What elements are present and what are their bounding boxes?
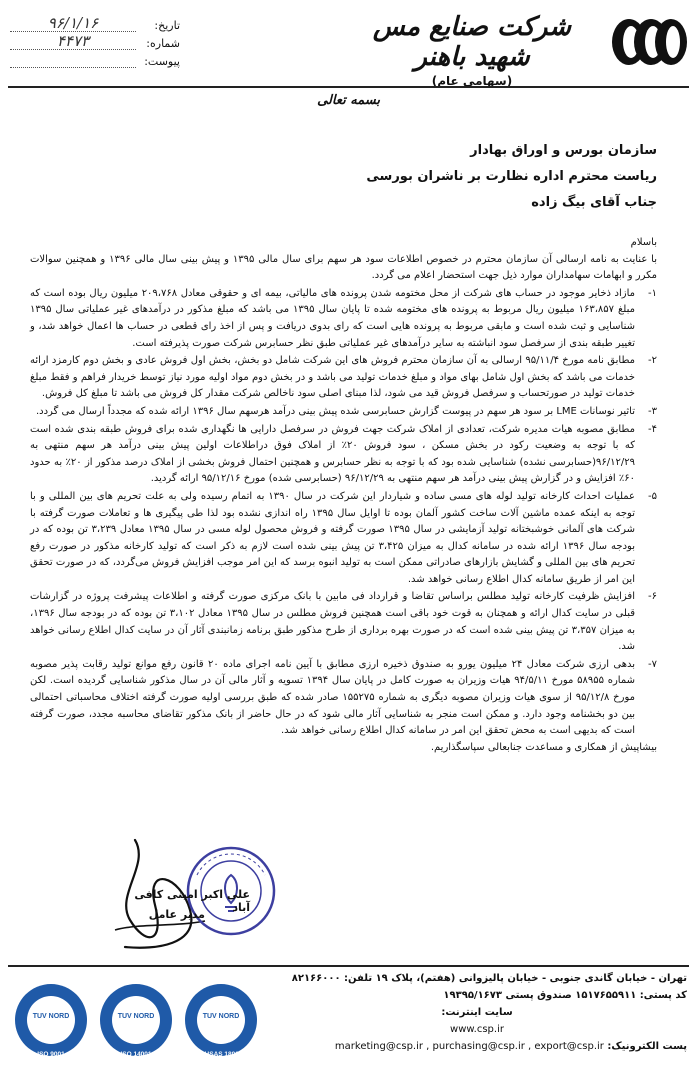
letter-body	[30, 235, 657, 756]
cert-brand: TUV NORD	[202, 1013, 240, 1020]
addressee-block	[57, 138, 657, 216]
cert-standard: ISO 14001	[120, 1051, 152, 1058]
list-item	[30, 404, 657, 421]
greeting: باسلام	[630, 237, 657, 248]
signer-name: علی اکبر امینی کافی آباد	[134, 888, 250, 914]
attachment-value	[10, 67, 136, 68]
cert-badge-iso14001-icon	[100, 984, 172, 1058]
addressee-line: جناب آقای بیگ زاده	[531, 195, 657, 210]
list-item	[30, 657, 657, 740]
cert-badge-ohsas-icon	[185, 984, 257, 1058]
letter-intro: بسمه تعالی	[317, 93, 380, 108]
footer-email-row	[267, 1038, 687, 1055]
company-logo-icon	[609, 12, 689, 68]
footer-postal: کد پستی: ۱۵۱۷۶۵۵۹۱۱ صندوق پستی ۱۹۳۹۵/۱۶۷۳	[443, 990, 687, 1001]
company-type: (سهامی عام)	[431, 74, 513, 88]
footer-website-value-row	[267, 1021, 687, 1038]
list-item	[30, 353, 657, 403]
footer-website-row	[267, 1004, 687, 1021]
list-item	[30, 589, 657, 655]
item-text: مطابق مصوبه هیات مدیره شرکت، تعدادی از املاک شرکت جهت فروش در سرفصل دارایی ها نگهداری شده برای فروش طبقه بندی شده است که با توجه به وضعیت رکود در بخش مسکن ، سود فروش ۲۰٪ از املاک فوق دراطلاعات اولین پیش بینی درآمد هر سهم منتهی به ۹۶/۱۲/۲۹(حسابرسی نشده) شناسایی شده بود که با توجه به نظر حسابرس و همچنین احتمال فروش بخشی از املاک درصد مذکور از ۲۰٪ به حدود ۶۰٪ افزایش و در گزارش پیش بینی درآمد هر سهم منتهی به ۹۶/۱۲/۲۹ (حسابرسی شده) مورخ ۹۵/۱۲/۱۶ ارائه گردید.	[30, 423, 635, 485]
item-text: افزایش ظرفیت کارخانه تولید مطلس براساس تقاضا و قرارداد فی مابین با بانک مرکزی صورت گرفته و اطلاعات پیشرفت پروژه در گزارشات قبلی در سایت کدال ارائه و همچنان به قوت خود باقی است همچنین فروش مطلس در سال ۱۳۹۵ معادل ۳،۱۰۲ تن بوده که در بودجه سال ۱۳۹۶، به میزان ۳،۳۵۷ تن پیش بینی شده است که در صورت بهره برداری از طرح مذکور طبق برنامه زمانبندی آثار آن در سایت کدال اطلاع رسانی خواهد شد.	[30, 591, 636, 653]
company-name: شرکت صنایع مس شهید باهنر	[372, 12, 572, 72]
item-text: مطابق نامه مورخ ۹۵/۱۱/۴ ارسالی به آن سازمان محترم فروش های این شرکت شامل دو بخش، بخش اول فروش عادی و بخش دوم کارمزد ارائه خدمات می باشد که بخش اول شامل بهای مواد و مبلغ خدمات تولید می باشد و در بخش دوم مواد اولیه مورد نیاز توسط خریدار فراهم و فقط مبلغ خدمات تولید در صورتحساب و سرفصل فروش قید می شود، لذا مبنای اصلی سود ناخالص شرکت مقدار کل فروش می باشد تا مبلغ کل فروش.	[30, 355, 636, 400]
list-item	[30, 489, 657, 589]
closing-paragraph: بیشاپیش از همکاری و مساعدت جنابعالی سپاسگذاریم.	[430, 741, 657, 753]
footer-divider	[8, 965, 689, 967]
item-number: ۷-	[648, 658, 657, 670]
website-link[interactable]: www.csp.ir	[450, 1024, 504, 1035]
email-links[interactable]: marketing@csp.ir , purchasing@csp.ir , export@csp.ir	[334, 1041, 604, 1052]
cert-standard: ISO 9001	[37, 1051, 65, 1058]
website-label: سایت اینترنت:	[441, 1007, 513, 1018]
email-label: پست الکترونیک:	[607, 1041, 687, 1052]
number-label: شماره:	[146, 37, 180, 50]
addressee-line: سازمان بورس و اوراق بهادار	[470, 143, 657, 158]
opening-paragraph: با عنایت به نامه ارسالی آن سازمان محترم در خصوص اطلاعات سود هر سهم برای سال مالی ۱۳۹۵ و پیش بینی سال مالی ۱۳۹۶ و همچنین سوالات مکرر و ابهامات سهامداران موارد ذیل جهت استحضار اعلام می گردد.	[30, 253, 657, 282]
item-text: مازاد ذخایر موجود در حساب های شرکت از محل مختومه شدن پرونده های مالیاتی، بیمه ای و حقوقی معادل ۲۰۹،۷۶۸ میلیون ریال بوده است که مبلغ ۱۶۳،۸۵۷ میلیون ریال مربوط به پرونده های مختومه شده تا پایان سال ۱۳۹۵ می باشد که مبلغ مذکور در درآمدهای غیر عملیاتی سال ۱۳۹۵ شناسایی و ثبت شده است و مابقی مربوط به پرونده هایی است که رای بدوی دریافت و پس از اخذ رای قطعی در حساب ها اعمال خواهد شد، و تغییر طبقه بندی از سرفصل سود انباشته به سایر درآمدهای غیر عملیاتی طبق نظر حسابرس شرکت صورت پذیرفته است.	[30, 287, 635, 349]
item-text: بدهی ارزی شرکت معادل ۲۴ میلیون یورو به صندوق ذخیره ارزی مطابق با آیین نامه اجرای ماده ۲۰ قانون رفع موانع تولید رقابت پذیر مصوبه شماره ۵۸۹۵۵ مورخ ۹۴/۵/۱۱ هیات وزیران به صورت کامل در پایان سال ۱۳۹۴ تسویه و آثار مالی آن در سال مذکور شناسایی گردیده است. لکن مورخ ۹۵/۱۲/۸ از سوی هیات وزیران مصوبه دیگری به شماره ۱۵۵۲۷۵ صادر شده که طبق بررسی اولیه صورت گرفته اختلاف محاسباتی احتمالی بین دو بخشنامه وجود دارد. و ممکن است منجر به شناسایی آثار مالی شود که در حال حاضر از بانک مذکور تقاضای محاسبه مجدد، صورت گرفته است که بدیهی است به محض تحقق این امر در سامانه کدال اطلاع رسانی خواهد شد.	[30, 658, 635, 737]
cert-brand: TUV NORD	[117, 1013, 155, 1020]
date-label: تاریخ:	[154, 19, 180, 32]
cert-standard: OHSAS 18001	[199, 1051, 243, 1058]
cert-brand: TUV NORD	[32, 1013, 70, 1020]
cert-badge-iso9001-icon	[15, 984, 87, 1058]
addressee-line: ریاست محترم اداره نظارت بر ناشران بورسی	[366, 169, 657, 184]
date-row	[10, 14, 180, 32]
item-number: ۵-	[648, 490, 657, 502]
item-number: ۴-	[648, 423, 657, 435]
attachment-label: پیوست:	[144, 55, 180, 68]
signer-title: مدیر عامل	[148, 908, 205, 921]
item-number: ۳-	[648, 405, 657, 417]
footer	[267, 970, 687, 1055]
item-text: تاثیر نوسانات LME بر سود هر سهم در پیوست گزارش حسابرسی شده پیش بینی درآمد هرسهم سال ۱۳۹۶ ارائه شده که مجدداً ارسال می گردد.	[35, 405, 635, 417]
header-divider	[8, 86, 689, 88]
certification-badges	[10, 978, 260, 1064]
item-number: ۱-	[648, 287, 657, 299]
footer-address: تهران - خیابان گاندی جنوبی - خیابان پالیزوانی (هفتم)، پلاک ۱۹ تلفن: ۸۲۱۶۶۰۰۰	[291, 973, 687, 984]
number-row	[10, 32, 180, 50]
date-value: ۹۶/۱/۱۶	[10, 16, 136, 32]
item-number: ۲-	[648, 355, 657, 367]
attachment-row	[10, 50, 180, 68]
list-item	[30, 286, 657, 352]
list-item	[30, 422, 657, 488]
number-value: ۴۴۷۳	[10, 34, 136, 50]
item-number: ۶-	[648, 591, 657, 603]
letter-meta	[10, 14, 180, 68]
company-header	[342, 12, 602, 88]
item-text: عملیات احداث کارخانه تولید لوله های مسی ساده و شیاردار این شرکت در سال ۱۳۹۰ به اتمام رسیده ولی به علت تحریم های بین المللی و با توجه به اینکه عمده ماشین آلات ساخت کشور آلمان بوده تا اوایل سال ۱۳۹۵ راه اندازی نشده بود لذا طی پیگیری ها و تعاملات صورت گرفته با شرکت های آلمانی خوشبختانه تولید آزمایشی در سال ۱۳۹۵ صورت گرفته و فروش محصول لوله مسی در سال ۱۳۹۵ معادل ۳،۲۳۹ تن بوده که در بودجه سال ۱۳۹۶ ارائه شده در سامانه کدال به میزان ۳،۴۲۵ تن پیش بینی شده است لازم به ذکر است که تولید کارخانه مذکور در صورت رفع تحریم های بین المللی و گشایش بازارهای صادراتی ممکن است به تولید انبوه برسد که این امر موجب افزایش فروش می‌گردد، که در صورت تحقق این امر از طریق سامانه کدال اطلاع رسانی خواهد شد.	[30, 490, 636, 585]
